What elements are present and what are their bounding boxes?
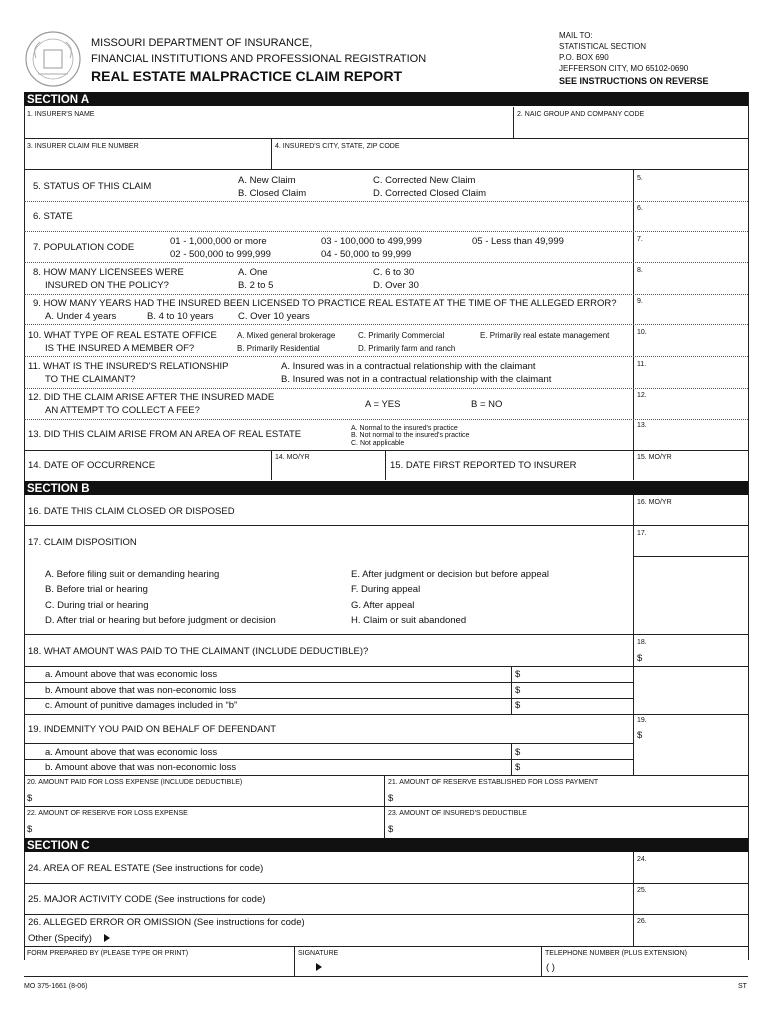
signature-field[interactable]	[326, 959, 538, 975]
q7-answer-box[interactable]	[634, 244, 747, 261]
q9-label: 9. HOW MANY YEARS HAD THE INSURED BEEN LICENSED TO PRACTICE REAL ESTATE AT THE TIME OF THE ALLEGED ERROR?	[33, 298, 617, 309]
q7-label: 7. POPULATION CODE	[33, 242, 135, 253]
q7-option-05: 05 - Less than 49,999	[472, 236, 564, 247]
naic-code-field[interactable]	[514, 118, 747, 137]
q14-moyr-label: 14. MO/YR	[275, 454, 310, 461]
q8-option-a: A. One	[238, 267, 268, 278]
q5-option-a: A. New Claim	[238, 175, 296, 186]
q12-option-yes: A = YES	[365, 399, 401, 410]
q6-num: 6.	[637, 205, 643, 212]
q10-option-d: D. Primarily farm and ranch	[358, 344, 456, 353]
q5-num: 5.	[637, 175, 643, 182]
q25-num: 25.	[637, 887, 647, 894]
state-seal	[24, 28, 82, 90]
claim-file-number-label: 3. INSURER CLAIM FILE NUMBER	[27, 143, 139, 150]
q10-option-e: E. Primarily real estate management	[480, 331, 610, 340]
mail-to-line-2: STATISTICAL SECTION	[559, 42, 646, 51]
q18a-dollar: $	[515, 669, 521, 680]
q11-answer-box[interactable]	[634, 369, 747, 386]
q24-label: 24. AREA OF REAL ESTATE (See instructions for code)	[28, 863, 264, 874]
q19b-label: b. Amount above that was non-economic loss	[45, 762, 237, 773]
q13-option-b: B. Not normal to the insured's practice	[351, 432, 470, 439]
q18-dollar: $	[637, 653, 643, 664]
q18c-label: c. Amount of punitive damages included in “b”	[45, 700, 238, 711]
q13-option-a: A. Normal to the insured's practice	[351, 425, 458, 432]
f21-label: 21. AMOUNT OF RESERVE ESTABLISHED FOR LOSS PAYMENT	[388, 779, 599, 786]
q7-num: 7.	[637, 236, 643, 243]
q10-label-2: IS THE INSURED A MEMBER OF?	[45, 343, 195, 354]
f22-dollar: $	[27, 824, 33, 835]
q19-label: 19. INDEMNITY YOU PAID ON BEHALF OF DEFENDANT	[28, 724, 277, 735]
q17-option-c: C. During trial or hearing	[45, 600, 149, 611]
q15-moyr-label: 15. MO/YR	[637, 454, 672, 461]
q5-option-b: B. Closed Claim	[238, 188, 307, 199]
q5-answer-box[interactable]	[634, 183, 747, 200]
q5-label: 5. STATUS OF THIS CLAIM	[33, 181, 152, 192]
q12-answer-box[interactable]	[634, 400, 747, 417]
q7-option-03: 03 - 100,000 to 499,999	[321, 236, 422, 247]
q19-dollar: $	[637, 730, 643, 741]
q18-label: 18. WHAT AMOUNT WAS PAID TO THE CLAIMANT (INCLUDE DEDUCTIBLE)?	[28, 646, 369, 657]
f23-label: 23. AMOUNT OF INSURED'S DEDUCTIBLE	[388, 810, 527, 817]
q13-label: 13. DID THIS CLAIM ARISE FROM AN AREA OF REAL ESTATE	[28, 429, 302, 440]
q17-label: 17. CLAIM DISPOSITION	[28, 537, 137, 548]
q10-option-c: C. Primarily Commercial	[358, 331, 445, 340]
q18c-amount-field[interactable]	[523, 699, 631, 713]
q17-option-d: D. After trial or hearing but before judgment or decision	[45, 615, 276, 626]
f22-amount-field[interactable]	[37, 821, 381, 837]
q19-num: 19.	[637, 717, 647, 724]
f23-amount-field[interactable]	[398, 821, 745, 837]
f20-dollar: $	[27, 793, 33, 804]
section-c-header: SECTION C	[24, 838, 748, 852]
q24-num: 24.	[637, 856, 647, 863]
q18c-dollar: $	[515, 700, 521, 711]
q10-option-b: B. Primarily Residential	[237, 344, 320, 353]
f22-label: 22. AMOUNT OF RESERVE FOR LOSS EXPENSE	[27, 810, 188, 817]
q12-option-no: B = NO	[471, 399, 503, 410]
division-name: FINANCIAL INSTITUTIONS AND PROFESSIONAL REGISTRATION	[91, 53, 427, 65]
form-st-code: ST	[738, 983, 747, 990]
q13-answer-box[interactable]	[634, 430, 747, 447]
q18a-label: a. Amount above that was economic loss	[45, 669, 218, 680]
q19b-dollar: $	[515, 762, 521, 773]
q13-option-c: C. Not applicable	[351, 440, 405, 447]
q17-option-e: E. After judgment or decision but before appeal	[351, 569, 550, 580]
q13-num: 13.	[637, 422, 647, 429]
q16-label: 16. DATE THIS CLAIM CLOSED OR DISPOSED	[28, 506, 235, 517]
q5-option-d: D. Corrected Closed Claim	[373, 188, 486, 199]
claim-file-number-field[interactable]	[25, 150, 270, 168]
q18-num: 18.	[637, 639, 647, 646]
q14-label: 14. DATE OF OCCURRENCE	[28, 460, 156, 471]
q6-label: 6. STATE	[33, 211, 73, 222]
q17-num: 17.	[637, 530, 647, 537]
dept-name: MISSOURI DEPARTMENT OF INSURANCE,	[91, 37, 313, 49]
q17-option-f: F. During appeal	[351, 584, 421, 595]
q8-option-d: D. Over 30	[373, 280, 419, 291]
phone-number-field[interactable]	[600, 959, 745, 975]
q11-label-1: 11. WHAT IS THE INSURED'S RELATIONSHIP	[28, 361, 229, 372]
q16-moyr-label: 16. MO/YR	[637, 499, 672, 506]
q19b-amount-field[interactable]	[523, 760, 631, 774]
q8-option-c: C. 6 to 30	[373, 267, 415, 278]
q9-option-b: B. 4 to 10 years	[147, 311, 214, 322]
q26-code-field[interactable]	[634, 926, 747, 944]
mail-to-line-4: JEFFERSON CITY, MO 65102-0690	[559, 64, 689, 73]
q11-option-a: A. Insured was in a contractual relationship with the claimant	[281, 361, 536, 372]
f20-label: 20. AMOUNT PAID FOR LOSS EXPENSE (INCLUDE DEDUCTIBLE)	[27, 779, 243, 786]
q7-option-01: 01 - 1,000,000 or more	[170, 236, 267, 247]
q26-other-label: Other (Specify)	[28, 933, 92, 944]
q17-option-h: H. Claim or suit abandoned	[351, 615, 467, 626]
q18a-amount-field[interactable]	[523, 667, 631, 681]
q12-label-2: AN ATTEMPT TO COLLECT A FEE?	[45, 405, 200, 416]
q18b-amount-field[interactable]	[523, 683, 631, 697]
insured-city-label: 4. INSURED'S CITY, STATE, ZIP CODE	[275, 143, 400, 150]
form-number: MO 375-1661 (8-06)	[24, 983, 88, 990]
q6-answer-box[interactable]	[634, 213, 747, 230]
q18-amount-field[interactable]	[645, 648, 745, 665]
prepared-by-label: FORM PREPARED BY (PLEASE TYPE OR PRINT)	[27, 950, 189, 957]
arrow-right-icon	[104, 934, 110, 942]
q17-option-b: B. Before trial or hearing	[45, 584, 148, 595]
f23-dollar: $	[388, 824, 394, 835]
f21-dollar: $	[388, 793, 394, 804]
q11-num: 11.	[637, 361, 647, 368]
prepared-by-field[interactable]	[27, 959, 291, 975]
signature-arrow-icon	[316, 963, 322, 971]
q12-num: 12.	[637, 392, 647, 399]
q11-label-2: TO THE CLAIMANT?	[45, 374, 136, 385]
insurer-name-label: 1. INSURER'S NAME	[27, 111, 95, 118]
q10-num: 10.	[637, 329, 647, 336]
q19a-amount-field[interactable]	[523, 744, 631, 758]
q18b-label: b. Amount above that was non-economic loss	[45, 685, 237, 696]
q16-date-field[interactable]	[634, 507, 747, 524]
q9-answer-box[interactable]	[634, 306, 747, 323]
q19a-label: a. Amount above that was economic loss	[45, 747, 218, 758]
q9-option-a: A. Under 4 years	[45, 311, 117, 322]
q8-option-b: B. 2 to 5	[238, 280, 274, 291]
q14-date-field[interactable]	[272, 462, 384, 479]
f21-amount-field[interactable]	[398, 790, 745, 806]
q5-option-c: C. Corrected New Claim	[373, 175, 476, 186]
section-a-header: SECTION A	[24, 92, 748, 106]
q26-label: 26. ALLEGED ERROR OR OMISSION (See instructions for code)	[28, 917, 305, 928]
q10-answer-box[interactable]	[634, 337, 747, 354]
q19a-dollar: $	[515, 747, 521, 758]
q15-date-field[interactable]	[634, 462, 747, 479]
q17-option-a: A. Before filing suit or demanding hearing	[45, 569, 220, 580]
insurer-name-field[interactable]	[25, 118, 512, 137]
q17-option-g: G. After appeal	[351, 600, 415, 611]
signature-label: SIGNATURE	[298, 950, 339, 957]
q8-label-1: 8. HOW MANY LICENSEES WERE	[33, 267, 184, 278]
q19-amount-field[interactable]	[645, 725, 745, 742]
insured-city-field[interactable]	[272, 150, 747, 168]
mail-to-line-1: MAIL TO:	[559, 31, 593, 40]
q8-label-2: INSURED ON THE POLICY?	[45, 280, 169, 291]
q7-option-02: 02 - 500,000 to 999,999	[170, 249, 271, 260]
q17-answer-box[interactable]	[634, 538, 747, 555]
section-b-header: SECTION B	[24, 481, 748, 495]
q10-option-a: A. Mixed general brokerage	[237, 331, 336, 340]
q18b-dollar: $	[515, 685, 521, 696]
q9-num: 9.	[637, 298, 643, 305]
q26-other-field[interactable]	[114, 930, 629, 945]
q8-answer-box[interactable]	[634, 275, 747, 292]
see-instructions: SEE INSTRUCTIONS ON REVERSE	[559, 76, 709, 86]
q25-code-field[interactable]	[634, 895, 747, 912]
q12-label-1: 12. DID THE CLAIM ARISE AFTER THE INSURED MADE	[28, 392, 275, 403]
q25-label: 25. MAJOR ACTIVITY CODE (See instructions for code)	[28, 894, 266, 905]
q10-label-1: 10. WHAT TYPE OF REAL ESTATE OFFICE	[28, 330, 217, 341]
q9-option-c: C. Over 10 years	[238, 311, 310, 322]
f20-amount-field[interactable]	[37, 790, 381, 806]
q8-num: 8.	[637, 267, 643, 274]
form-title: REAL ESTATE MALPRACTICE CLAIM REPORT	[91, 68, 403, 84]
naic-code-label: 2. NAIC GROUP AND COMPANY CODE	[517, 111, 645, 118]
phone-label: TELEPHONE NUMBER (PLUS EXTENSION)	[545, 950, 687, 957]
mail-to-line-3: P.O. BOX 690	[559, 53, 609, 62]
q7-option-04: 04 - 50,000 to 99,999	[321, 249, 412, 260]
q11-option-b: B. Insured was not in a contractual relationship with the claimant	[281, 374, 552, 385]
phone-area-code[interactable]: ( )	[546, 962, 555, 973]
q26-num: 26.	[637, 918, 647, 925]
q15-label: 15. DATE FIRST REPORTED TO INSURER	[390, 460, 577, 471]
q24-code-field[interactable]	[634, 864, 747, 881]
